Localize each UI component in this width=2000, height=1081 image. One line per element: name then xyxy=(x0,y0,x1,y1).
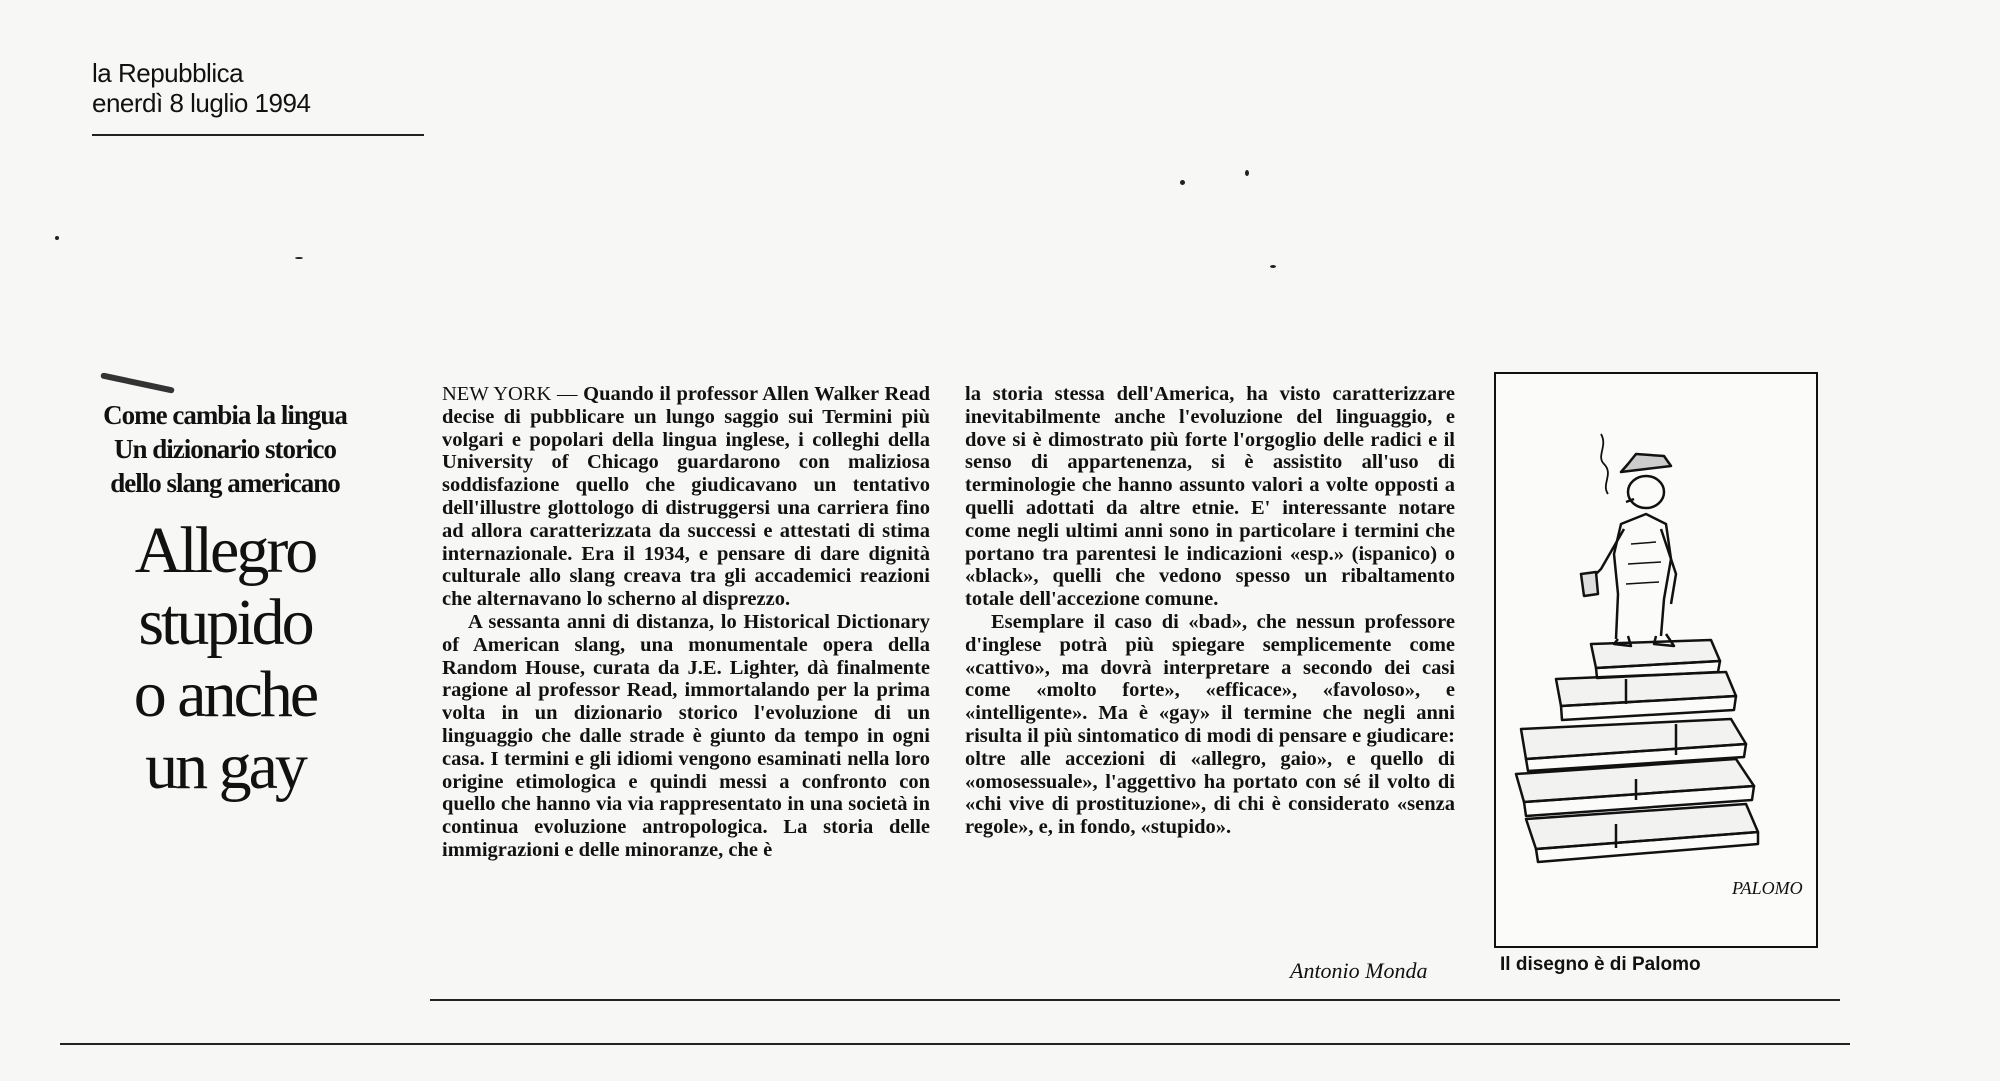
headline-line: stupido xyxy=(138,586,312,659)
byline: Antonio Monda xyxy=(1290,958,1428,983)
cartoon-illustration xyxy=(1496,374,1816,946)
article-column-1 xyxy=(442,383,930,862)
headline-line: un gay xyxy=(145,730,305,803)
cartoon-frame xyxy=(1494,372,1818,948)
cartoon-signature: PALOMO xyxy=(1732,878,1803,898)
scan-speck xyxy=(1180,180,1185,185)
kicker-line: Un dizionario storico xyxy=(114,434,336,464)
paragraph-text: Quando il professor Allen Walker Read decise di pubblicare un lungo saggio sui Termini più volgari e popolari della lingua inglese, i colleghi della University of Chicago guardarono con maliziosa soddisfazione quello che giudicavano un tentativo dell'illustre glottologo di distruggersi una carriera fino ad allora caratterizzata da successi e attestati di stima internazionale. Era il 1934, e pensare di dare dignità culturale allo slang creava tra gli accademici reazioni che alternavano lo scherno al disprezzo. xyxy=(442,383,930,611)
article-headline xyxy=(70,515,380,803)
issue-date: enerdì 8 luglio 1994 xyxy=(92,88,311,118)
masthead-rule xyxy=(92,134,424,136)
kicker-line: dello slang americano xyxy=(110,468,340,498)
headline-line: o anche xyxy=(133,658,317,731)
scan-speck xyxy=(1270,265,1276,268)
scan-speck xyxy=(55,236,59,240)
scan-speck xyxy=(1245,170,1249,176)
article-kicker xyxy=(60,398,390,500)
headline-line: Allegro xyxy=(134,514,316,587)
article-paragraph: Esemplare il caso di «bad», che nessun professore d'inglese potrà più spiegare semplicemente come «cattivo», ma dovrà interpretare a secondo dei casi come «molto forte», «efficace», «favoloso», e «intelligente». Ma è «gay» il termine che negli anni risulta il più sintomatico di modi di pensare e giudicare: oltre alle accezioni di «allegro, gaio», e quello di «omosessuale», l'aggettivo ha portato con sé il volto di «chi vive di prostituzione», di chi è considerato «senza regole», e, in fondo, «stupido». xyxy=(965,610,1455,839)
bottom-rule xyxy=(430,999,1840,1001)
article-paragraph xyxy=(442,383,930,611)
page-bottom-rule xyxy=(60,1043,1850,1045)
dateline: NEW YORK — xyxy=(442,383,578,405)
kicker-line: Come cambia la lingua xyxy=(103,400,347,430)
article-paragraph: A sessanta anni di distanza, lo Historical Dictionary of American slang, una monumentale opera della Random House, curata da J.E. Lighter, dà finalmente ragione al professor Read, immortalando per la prima volta in un dizionario storico l'evoluzione di un linguaggio che dalle strade è giunto da tempo in ogni casa. I termini e gli idiomi vengono esaminati nella loro origine etimologica e quindi messi a confronto con quello che hanno via via rappresentato in una società in continua evoluzione antropologica. La storia delle immigrazioni e delle minoranze, che è xyxy=(442,610,930,861)
pen-illustration xyxy=(100,372,175,393)
masthead xyxy=(92,58,310,118)
cartoon-caption: Il disegno è di Palomo xyxy=(1500,954,1701,975)
scan-speck xyxy=(295,257,303,259)
article-paragraph: la storia stessa dell'America, ha visto caratterizzare inevitabilmente anche l'evoluzione del linguaggio, e dove si è dimostrato più forte l'orgoglio delle radici e il senso di appartenenza, si è assistito all'uso di terminologie che hanno assunto valori a volte opposti a quelli adottati da altre etnie. E' interessante notare come negli ultimi anni sono in particolare i termini che portano tra parentesi le indicazioni «esp.» (ispanico) o «black», quelli che vedono spesso un ribaltamento totale dell'accezione comune. xyxy=(965,383,1455,611)
newspaper-name: la Repubblica xyxy=(92,58,244,88)
article-column-2 xyxy=(965,383,1455,839)
